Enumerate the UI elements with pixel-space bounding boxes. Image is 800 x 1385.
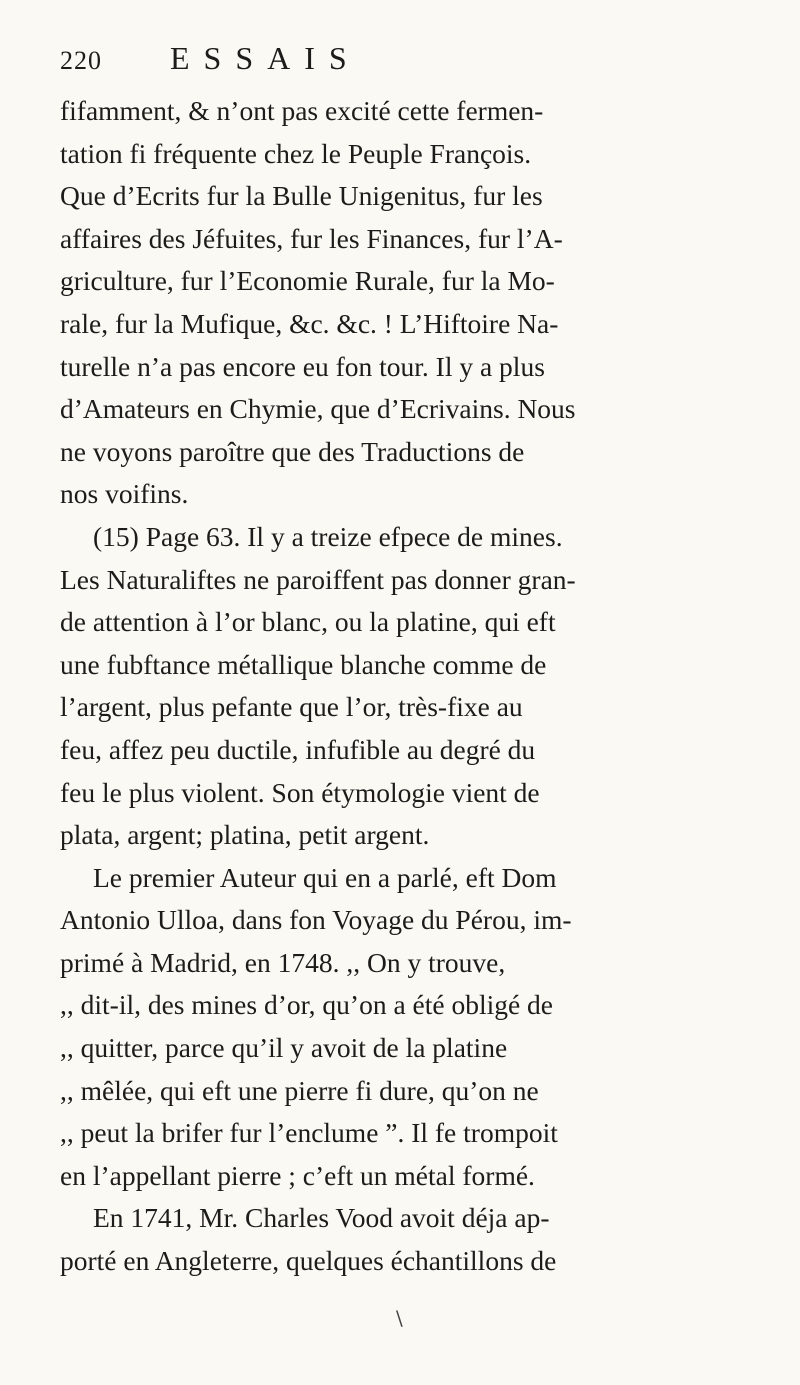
text-line: Que d’Ecrits fur la Bulle Unigenitus, fur les	[60, 180, 543, 212]
text-line: fifamment, & n’ont pas excité cette fermen-	[60, 95, 544, 126]
footer-mark: \	[396, 1306, 403, 1330]
text-line: une fubftance métallique blanche comme de	[60, 648, 547, 680]
text-line: plata, argent; platina, petit argent.	[60, 819, 430, 851]
text-line: porté en Angleterre, quelques échantillons de	[60, 1245, 557, 1277]
text-line: ,, peut la brifer fur l’enclume ”. Il fe trompoit	[60, 1117, 558, 1149]
text-line: Antonio Ulloa, dans fon Voyage du Pérou, im-	[60, 904, 572, 936]
text-line: affaires des Jéfuites, fur les Finances, fur l’A-	[60, 222, 563, 254]
text-line: Le premier Auteur qui en a parlé, eft Dom	[93, 861, 557, 893]
text-line: En 1741, Mr. Charles Vood avoit déja ap-	[93, 1202, 550, 1234]
body-text	[60, 90, 750, 1283]
text-line: tation fi fréquente chez le Peuple François.	[60, 137, 532, 169]
text-line: nos voifins.	[60, 478, 189, 510]
text-line: d’Amateurs en Chymie, que d’Ecrivains. Nous	[60, 393, 576, 425]
text-line: de attention à l’or blanc, ou la platine, qui eft	[60, 606, 556, 638]
text-line: feu le plus violent. Son étymologie vient de	[60, 776, 540, 808]
text-line: feu, affez peu ductile, infufible au degré du	[60, 733, 536, 765]
running-title: ESSAIS	[170, 40, 361, 76]
text-line: ,, quitter, parce qu’il y avoit de la platine	[60, 1032, 508, 1064]
text-line: ,, mêlée, qui eft une pierre fi dure, qu’on ne	[60, 1074, 539, 1106]
text-line: turelle n’a pas encore eu fon tour. Il y a plus	[60, 350, 545, 382]
page-header	[60, 40, 740, 90]
text-line: primé à Madrid, en 1748. ,, On y trouve,	[60, 946, 506, 978]
text-line: ,, dit-il, des mines d’or, qu’on a été obligé de	[60, 989, 554, 1021]
text-line: (15) Page 63. Il y a treize efpece de mines.	[93, 520, 563, 552]
text-line: l’argent, plus pefante que l’or, très-fixe au	[60, 691, 523, 723]
page-number: 220	[60, 46, 102, 75]
text-line: rale, fur la Mufique, &c. &c. ! L’Hiftoire Na-	[60, 307, 559, 339]
text-line: ne voyons paroître que des Traductions de	[60, 435, 525, 467]
text-line: en l’appellant pierre ; c’eft un métal formé.	[60, 1159, 535, 1191]
text-line: griculture, fur l’Economie Rurale, fur la Mo-	[60, 265, 555, 297]
text-line: Les Naturaliftes ne paroiffent pas donner gran-	[60, 563, 576, 595]
